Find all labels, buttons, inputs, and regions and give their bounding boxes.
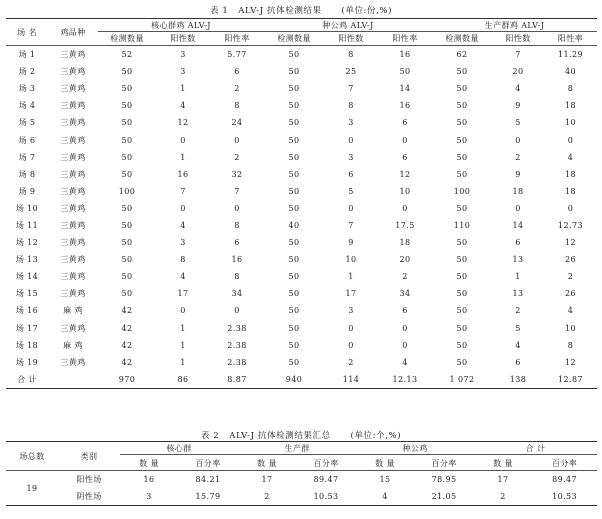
- value-cell: 4: [567, 152, 574, 162]
- value-cell: 16: [143, 475, 155, 484]
- value-cell: 0: [567, 203, 574, 213]
- subheader-cell: 阳性数: [324, 32, 378, 46]
- farm-name-cell: 场 2: [18, 67, 36, 77]
- subheader-cell: 检测数量: [264, 32, 324, 46]
- category-cell: 阳性场: [76, 475, 102, 484]
- value-cell: 114: [324, 371, 378, 389]
- table-row: [6, 183, 597, 200]
- value-cell: 8: [234, 272, 240, 282]
- alvj-detection-table: [6, 18, 597, 389]
- table-row: [6, 217, 597, 234]
- value-cell: 2: [515, 152, 521, 162]
- value-cell: 50: [121, 238, 133, 248]
- value-cell: 0: [234, 135, 240, 145]
- table-row: [6, 114, 597, 131]
- subheader-cell: 数 量: [474, 456, 532, 471]
- value-cell: 50: [121, 152, 133, 162]
- value-cell: 13: [512, 255, 524, 265]
- breed-cell: 三黄鸡: [60, 255, 86, 265]
- value-cell: 50: [121, 67, 133, 77]
- summary-row: [6, 471, 597, 489]
- value-cell: 7: [515, 50, 521, 60]
- value-cell: 18: [565, 186, 576, 196]
- value-cell: 78.95: [431, 475, 457, 484]
- value-cell: 9: [348, 238, 354, 248]
- table-row: [6, 97, 597, 114]
- value-cell: 18: [512, 186, 524, 196]
- value-cell: 50: [456, 203, 468, 213]
- value-cell: 50: [456, 67, 468, 77]
- breed-cell: 三黄鸡: [60, 169, 86, 179]
- table-row: [6, 302, 597, 319]
- value-cell: 21.05: [414, 488, 474, 506]
- value-cell: 10: [399, 186, 411, 196]
- value-cell: 6: [402, 306, 408, 316]
- value-cell: 1 072: [432, 371, 492, 389]
- value-cell: 15.79: [178, 488, 238, 506]
- header-core-group: 核心群鸡 ALV-J: [98, 19, 264, 33]
- value-cell: 17: [345, 289, 357, 299]
- value-cell: 12.13: [378, 371, 432, 389]
- value-cell: 970: [98, 371, 156, 389]
- value-cell: 7: [234, 186, 240, 196]
- value-cell: 42: [121, 357, 133, 367]
- value-cell: 11.29: [558, 50, 583, 60]
- alvj-summary-table: [6, 441, 597, 506]
- value-cell: 16: [399, 101, 411, 111]
- value-cell: 3: [348, 118, 354, 128]
- value-cell: 3: [348, 152, 354, 162]
- value-cell: 50: [288, 289, 300, 299]
- value-cell: 50: [121, 118, 133, 128]
- value-cell: 0: [234, 203, 240, 213]
- value-cell: 1: [180, 152, 186, 162]
- farm-name-cell: 场 17: [15, 323, 39, 333]
- value-cell: 50: [288, 340, 300, 350]
- value-cell: 6: [348, 169, 354, 179]
- value-cell: 14: [512, 220, 524, 230]
- value-cell: 940: [264, 371, 324, 389]
- value-cell: 0: [402, 323, 408, 333]
- value-cell: 17.5: [395, 220, 415, 230]
- subheader-cell: 百分率: [532, 456, 597, 471]
- value-cell: 50: [288, 323, 300, 333]
- value-cell: 42: [121, 323, 133, 333]
- value-cell: 12.73: [558, 220, 583, 230]
- breed-cell: 麻 鸡: [63, 340, 83, 350]
- value-cell: 4: [402, 357, 408, 367]
- value-cell: 16: [177, 169, 189, 179]
- value-cell: 6: [402, 152, 408, 162]
- value-cell: 17: [177, 289, 189, 299]
- value-cell: 4: [180, 101, 186, 111]
- farm-name-cell: 场 3: [18, 84, 36, 94]
- value-cell: 50: [121, 203, 133, 213]
- farm-name-cell: 场 18: [15, 340, 39, 350]
- value-cell: 0: [402, 135, 408, 145]
- value-cell: 2: [402, 272, 408, 282]
- farm-name-cell: 场 6: [18, 135, 36, 145]
- value-cell: 2: [238, 488, 296, 506]
- breed-cell: 三黄鸡: [60, 289, 86, 299]
- farm-name-cell: 场 8: [18, 169, 36, 179]
- value-cell: 8: [234, 101, 240, 111]
- value-cell: 50: [456, 357, 468, 367]
- value-cell: 0: [180, 135, 186, 145]
- breed-cell: 三黄鸡: [60, 101, 86, 111]
- value-cell: 50: [456, 272, 468, 282]
- value-cell: 50: [456, 135, 468, 145]
- value-cell: 50: [288, 238, 300, 248]
- farm-name-cell: 场 1: [18, 50, 36, 60]
- subheader-cell: 数 量: [356, 456, 414, 471]
- value-cell: 138: [492, 371, 544, 389]
- value-cell: 6: [515, 238, 521, 248]
- value-cell: 4: [356, 488, 414, 506]
- value-cell: 3: [180, 50, 186, 60]
- value-cell: 50: [288, 67, 300, 77]
- value-cell: 6: [515, 357, 521, 367]
- table-row: [6, 131, 597, 148]
- value-cell: 14: [399, 84, 411, 94]
- value-cell: 0: [348, 340, 354, 350]
- value-cell: 3: [348, 306, 354, 316]
- value-cell: 50: [456, 238, 468, 248]
- value-cell: 50: [288, 169, 300, 179]
- breed-cell: 三黄鸡: [60, 357, 86, 367]
- breed-cell: 麻 鸡: [63, 306, 83, 316]
- value-cell: 0: [180, 306, 186, 316]
- breed-cell: 三黄鸡: [60, 50, 86, 60]
- value-cell: 16: [399, 50, 411, 60]
- value-cell: 26: [565, 289, 576, 299]
- value-cell: 16: [231, 255, 243, 265]
- breed-cell: 三黄鸡: [60, 272, 86, 282]
- value-cell: 50: [456, 84, 468, 94]
- table-row: [6, 285, 597, 302]
- value-cell: 15: [379, 475, 391, 484]
- value-cell: 50: [288, 203, 300, 213]
- header-summary-core: 核心群: [120, 442, 238, 457]
- value-cell: 2.38: [227, 357, 247, 367]
- value-cell: 8.87: [210, 371, 264, 389]
- subheader-cell: 百分率: [296, 456, 356, 471]
- value-cell: 50: [288, 255, 300, 265]
- header-farm: 场 名: [6, 19, 48, 46]
- value-cell: 5.77: [227, 50, 247, 60]
- value-cell: 1: [515, 272, 521, 282]
- subheader-cell: 阳性率: [544, 32, 597, 46]
- value-cell: 0: [515, 135, 521, 145]
- header-rooster-group: 种公鸡 ALV-J: [264, 19, 432, 33]
- value-cell: 50: [456, 255, 468, 265]
- value-cell: 100: [453, 186, 471, 196]
- value-cell: 18: [565, 169, 576, 179]
- subheader-cell: 百分率: [414, 456, 474, 471]
- header-breed: 鸡品种: [48, 19, 98, 46]
- value-cell: 10: [565, 323, 576, 333]
- farm-name-cell: 场 10: [15, 203, 39, 213]
- value-cell: 50: [121, 289, 133, 299]
- value-cell: 84.21: [195, 475, 221, 484]
- value-cell: 0: [348, 323, 354, 333]
- value-cell: 2: [474, 488, 532, 506]
- value-cell: 52: [121, 50, 133, 60]
- value-cell: 50: [456, 306, 468, 316]
- value-cell: 8: [348, 101, 354, 111]
- value-cell: 4: [515, 84, 521, 94]
- value-cell: 50: [456, 340, 468, 350]
- value-cell: 62: [456, 50, 468, 60]
- value-cell: 4: [515, 340, 521, 350]
- value-cell: 18: [399, 238, 411, 248]
- breed-cell: 三黄鸡: [60, 203, 86, 213]
- value-cell: 20: [399, 255, 411, 265]
- table-row: [6, 320, 597, 337]
- value-cell: 1: [180, 340, 186, 350]
- value-cell: 18: [565, 101, 576, 111]
- breed-cell: 三黄鸡: [60, 323, 86, 333]
- value-cell: 50: [121, 220, 133, 230]
- breed-cell: 三黄鸡: [60, 118, 86, 128]
- table-row: [6, 63, 597, 80]
- value-cell: 50: [456, 323, 468, 333]
- value-cell: 42: [121, 306, 133, 316]
- value-cell: 12: [399, 169, 411, 179]
- value-cell: 8: [234, 220, 240, 230]
- farm-name-cell: 场 16: [15, 306, 39, 316]
- value-cell: 50: [288, 306, 300, 316]
- value-cell: 50: [121, 135, 133, 145]
- value-cell: 50: [288, 84, 300, 94]
- farm-name-cell: 场 11: [15, 220, 39, 230]
- value-cell: 5: [348, 186, 354, 196]
- value-cell: 50: [288, 50, 300, 60]
- subheader-cell: 百分率: [178, 456, 238, 471]
- value-cell: 12: [565, 238, 576, 248]
- farm-name-cell: 场 7: [18, 152, 36, 162]
- value-cell: 34: [399, 289, 411, 299]
- table-row: [6, 149, 597, 166]
- value-cell: 0: [515, 203, 521, 213]
- table-row: [6, 200, 597, 217]
- subheader-cell: 检测数量: [98, 32, 156, 46]
- value-cell: 5: [515, 323, 521, 333]
- value-cell: 40: [288, 220, 300, 230]
- value-cell: 0: [348, 203, 354, 213]
- value-cell: 34: [231, 289, 243, 299]
- value-cell: 89.47: [552, 475, 577, 484]
- header-summary-rooster: 种公鸡: [356, 442, 474, 457]
- value-cell: 8: [567, 340, 574, 350]
- subheader-cell: 数 量: [120, 456, 178, 471]
- breed-cell: 三黄鸡: [60, 84, 86, 94]
- value-cell: 50: [288, 101, 300, 111]
- value-cell: 2: [348, 357, 354, 367]
- value-cell: 12: [177, 118, 189, 128]
- subheader-cell: 阳性率: [378, 32, 432, 46]
- value-cell: 50: [456, 152, 468, 162]
- value-cell: 13: [512, 289, 524, 299]
- value-cell: 17: [261, 475, 273, 484]
- value-cell: 24: [231, 118, 243, 128]
- value-cell: 5: [515, 118, 521, 128]
- value-cell: 50: [121, 169, 133, 179]
- value-cell: 26: [565, 255, 576, 265]
- breed-cell: 三黄鸡: [60, 186, 86, 196]
- farm-name-cell: 场 4: [18, 101, 36, 111]
- value-cell: 2: [567, 272, 574, 282]
- value-cell: 9: [515, 169, 521, 179]
- breed-cell: 三黄鸡: [60, 238, 86, 248]
- value-cell: 6: [234, 67, 240, 77]
- value-cell: 89.47: [313, 475, 339, 484]
- farm-name-cell: 场 15: [15, 289, 39, 299]
- value-cell: 50: [456, 101, 468, 111]
- farm-name-cell: 场 19: [15, 357, 39, 367]
- header-total-farms: 场总数: [6, 442, 58, 471]
- header-summary-production: 生产群: [238, 442, 356, 457]
- header-category: 类别: [58, 442, 120, 471]
- value-cell: 50: [288, 186, 300, 196]
- value-cell: 12: [565, 357, 576, 367]
- value-cell: 17: [497, 475, 509, 484]
- subheader-cell: 阳性率: [210, 32, 264, 46]
- value-cell: 110: [453, 220, 471, 230]
- subheader-cell: 阳性数: [156, 32, 210, 46]
- farm-name-cell: 合 计: [6, 371, 48, 389]
- value-cell: 0: [234, 306, 240, 316]
- value-cell: 20: [512, 67, 524, 77]
- value-cell: 2: [515, 306, 521, 316]
- breed-cell: [48, 371, 98, 389]
- value-cell: 50: [456, 169, 468, 179]
- value-cell: 3: [180, 238, 186, 248]
- table-row: [6, 337, 597, 354]
- value-cell: 2: [234, 84, 240, 94]
- table-row: [6, 251, 597, 268]
- value-cell: 9: [515, 101, 521, 111]
- header-summary-total: 合 计: [474, 442, 597, 457]
- farm-name-cell: 场 9: [18, 186, 36, 196]
- value-cell: 1: [180, 323, 186, 333]
- value-cell: 6: [234, 238, 240, 248]
- value-cell: 8: [180, 255, 186, 265]
- table2-caption: 表 2 ALV-J 抗体检测结果汇总 (单位:个,%): [200, 431, 402, 441]
- value-cell: 50: [399, 67, 411, 77]
- breed-cell: 三黄鸡: [60, 67, 86, 77]
- total-row: [6, 371, 597, 389]
- farm-name-cell: 场 14: [15, 272, 39, 282]
- value-cell: 12.87: [544, 371, 597, 389]
- value-cell: 4: [180, 220, 186, 230]
- summary-row: [6, 488, 597, 506]
- value-cell: 2.38: [227, 323, 247, 333]
- breed-cell: 三黄鸡: [60, 220, 86, 230]
- table1-caption: 表 1 ALV-J 抗体检测结果 (单位:份,%): [209, 6, 393, 16]
- value-cell: 2.38: [227, 340, 247, 350]
- value-cell: 0: [348, 135, 354, 145]
- table-row: [6, 46, 597, 64]
- value-cell: 50: [288, 135, 300, 145]
- value-cell: 7: [180, 186, 186, 196]
- value-cell: 7: [348, 84, 354, 94]
- farm-name-cell: 场 13: [15, 255, 39, 265]
- subheader-cell: 阳性数: [492, 32, 544, 46]
- value-cell: 32: [231, 169, 243, 179]
- value-cell: 10: [345, 255, 357, 265]
- value-cell: 50: [288, 152, 300, 162]
- value-cell: 50: [456, 118, 468, 128]
- value-cell: 50: [288, 118, 300, 128]
- value-cell: 25: [345, 67, 357, 77]
- header-production-group: 生产群鸡 ALV-J: [432, 19, 597, 33]
- value-cell: 0: [567, 135, 574, 145]
- breed-cell: 三黄鸡: [60, 135, 86, 145]
- value-cell: 50: [288, 272, 300, 282]
- value-cell: 3: [180, 67, 186, 77]
- value-cell: 3: [120, 488, 178, 506]
- value-cell: 7: [348, 220, 354, 230]
- value-cell: 4: [567, 306, 574, 316]
- value-cell: 50: [456, 289, 468, 299]
- value-cell: 86: [156, 371, 210, 389]
- value-cell: 40: [565, 67, 576, 77]
- table-row: [6, 166, 597, 183]
- value-cell: 100: [118, 186, 136, 196]
- value-cell: 8: [567, 84, 574, 94]
- category-cell: 阴性场: [58, 488, 120, 506]
- value-cell: 10: [565, 118, 576, 128]
- value-cell: 6: [402, 118, 408, 128]
- breed-cell: 三黄鸡: [60, 152, 86, 162]
- value-cell: 10.53: [532, 488, 597, 506]
- table-row: [6, 354, 597, 371]
- farm-name-cell: 场 5: [18, 118, 36, 128]
- value-cell: 8: [348, 50, 354, 60]
- value-cell: 2: [234, 152, 240, 162]
- table-row: [6, 80, 597, 97]
- total-farms-cell: 19: [6, 471, 58, 506]
- value-cell: 50: [121, 272, 133, 282]
- value-cell: 50: [121, 84, 133, 94]
- value-cell: 1: [180, 84, 186, 94]
- subheader-cell: 检测数量: [432, 32, 492, 46]
- table-row: [6, 234, 597, 251]
- value-cell: 0: [402, 340, 408, 350]
- value-cell: 50: [121, 255, 133, 265]
- farm-name-cell: 场 12: [15, 238, 39, 248]
- value-cell: 50: [121, 101, 133, 111]
- value-cell: 10.53: [296, 488, 356, 506]
- value-cell: 4: [180, 272, 186, 282]
- value-cell: 50: [288, 357, 300, 367]
- table-row: [6, 268, 597, 285]
- value-cell: 0: [402, 203, 408, 213]
- value-cell: 42: [121, 340, 133, 350]
- value-cell: 1: [348, 272, 354, 282]
- value-cell: 0: [180, 203, 186, 213]
- value-cell: 1: [180, 357, 186, 367]
- subheader-cell: 数 量: [238, 456, 296, 471]
